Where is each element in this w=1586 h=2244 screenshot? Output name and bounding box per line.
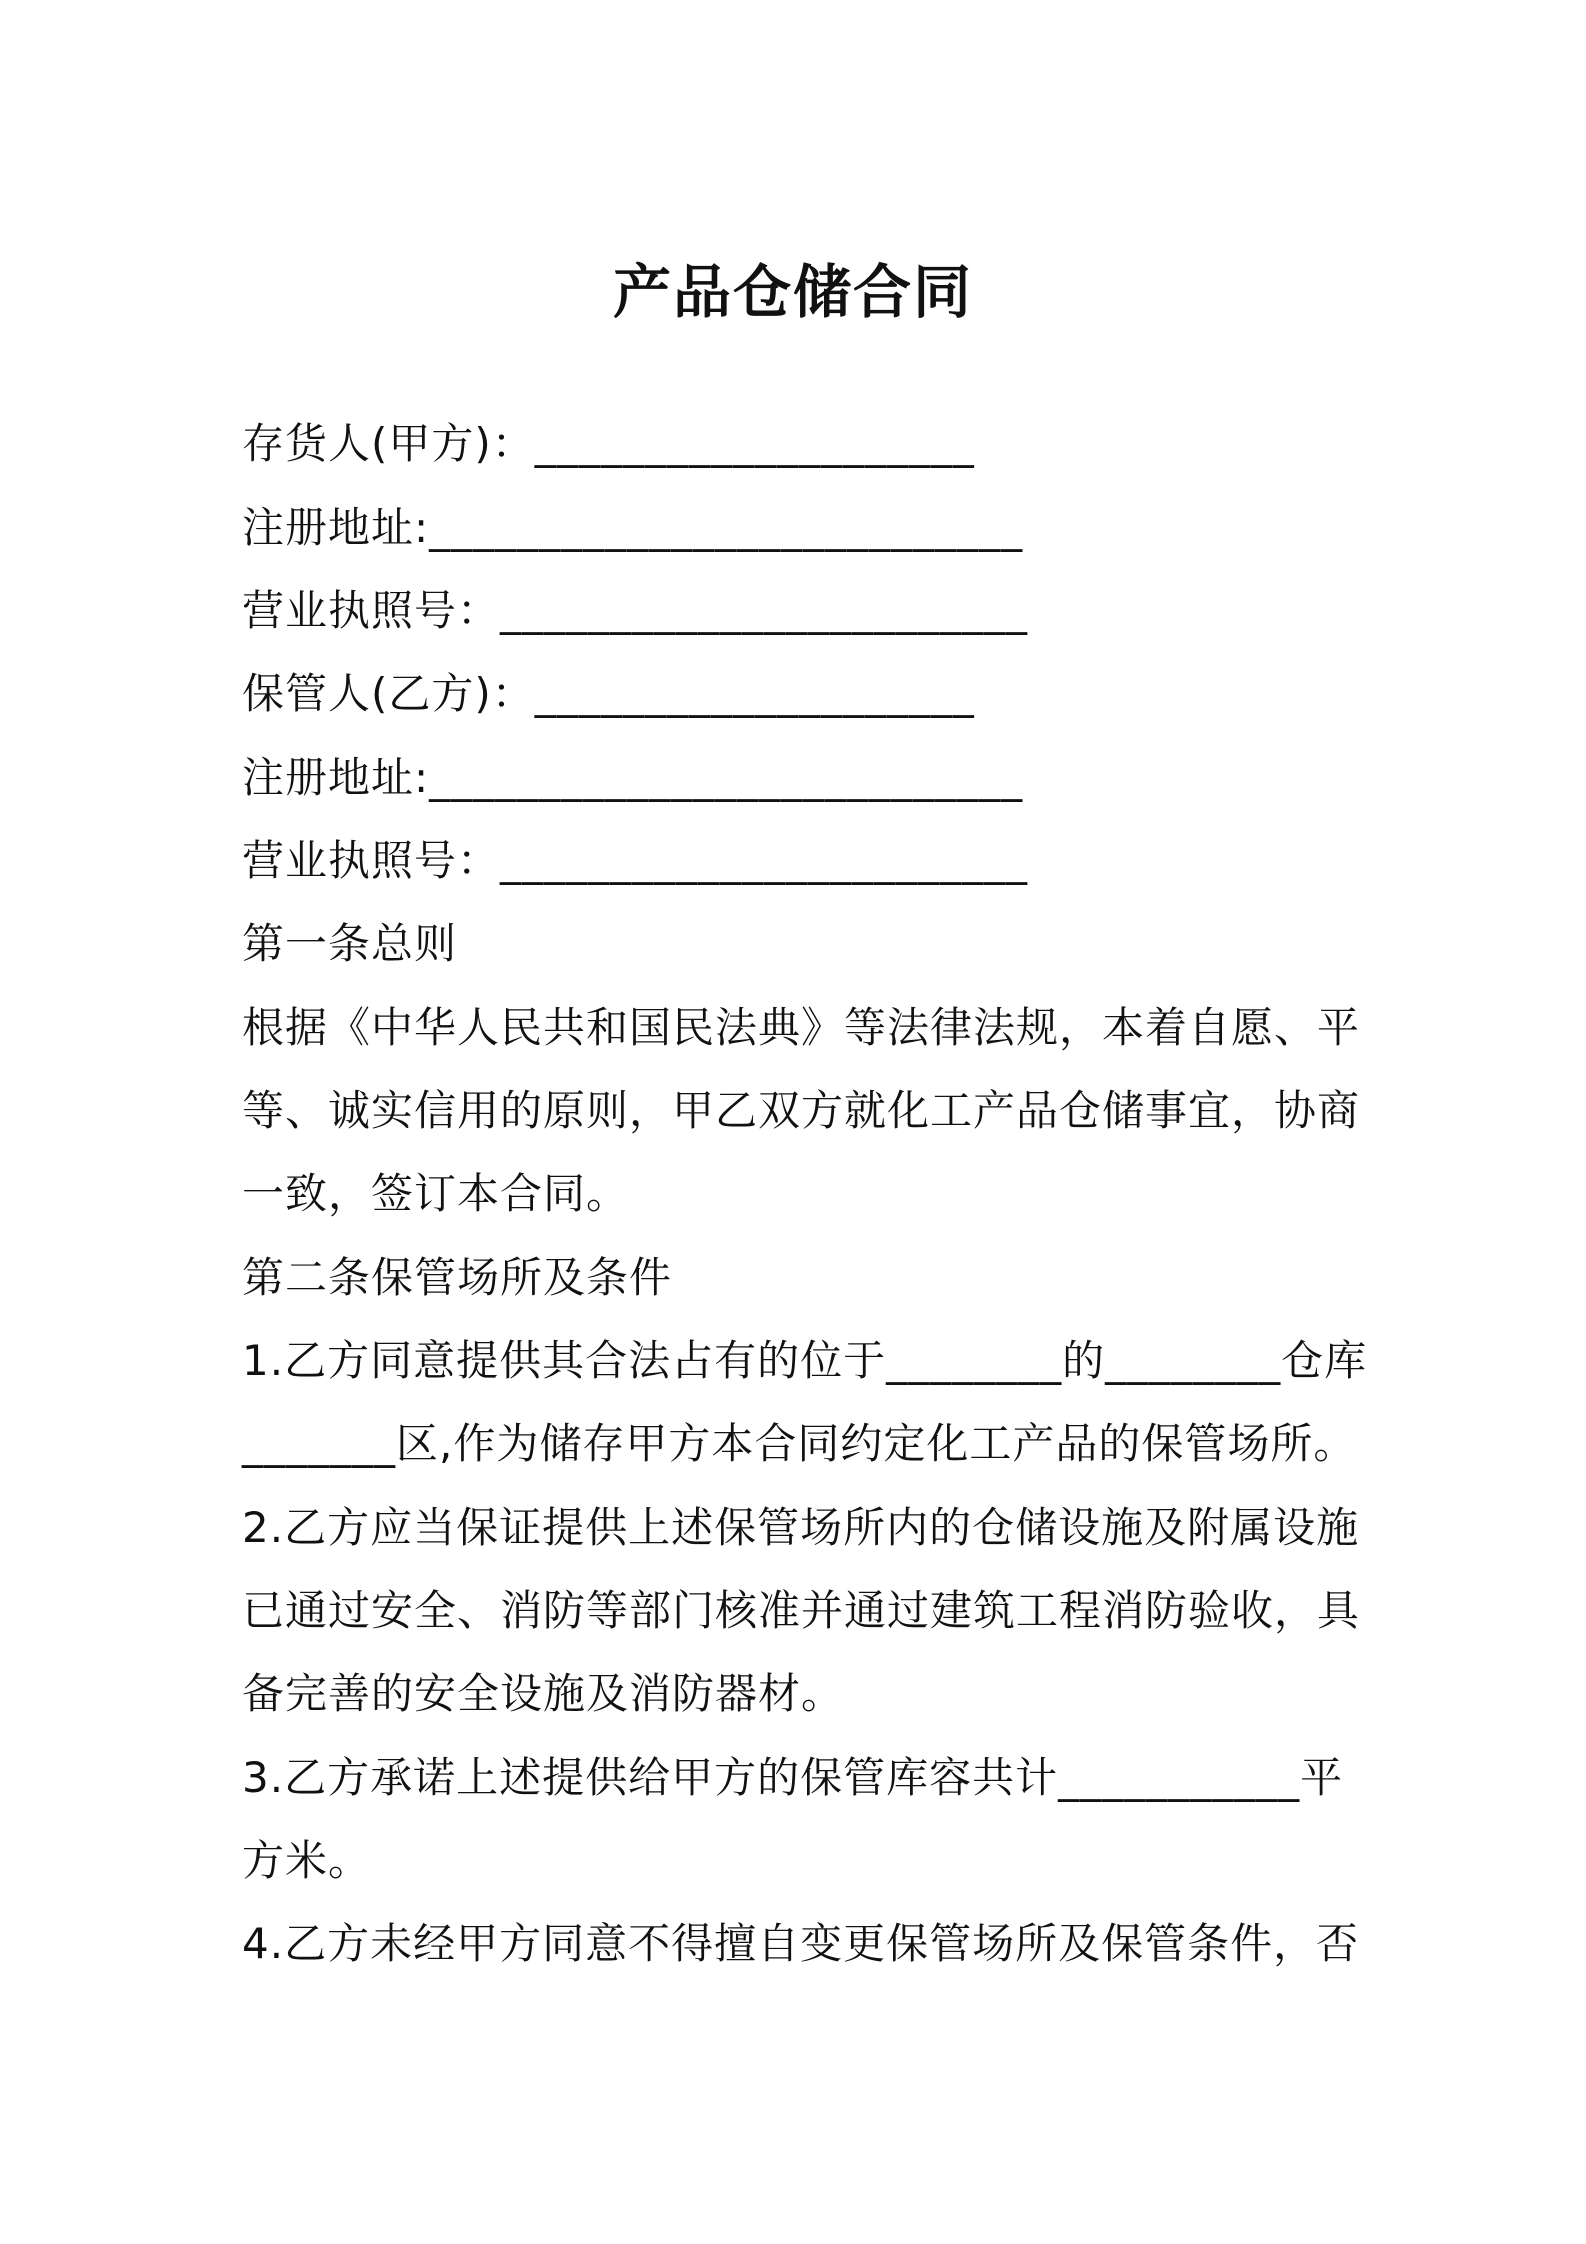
section-2-body-line: 方米。 [242,1836,372,1885]
section-2-body-line: 3.乙方承诺上述提供给甲方的保管库容共计___________平 [242,1753,1344,1802]
party-b-name-line: 保管人(乙方)：____________________ [242,669,975,718]
party-b-license-line: 营业执照号：________________________ [242,836,1029,885]
section-2-body-line: _______区,作为储存甲方本合同约定化工产品的保管场所。 [242,1419,1357,1468]
section-1-body-line: 等、诚实信用的原则，甲乙双方就化工产品仓储事宜，协商 [242,1086,1361,1135]
party-a-name-line: 存货人(甲方)：____________________ [242,419,975,468]
party-a-license-line: 营业执照号：________________________ [242,586,1029,635]
party-a-address-line: 注册地址:___________________________ [242,503,1024,552]
section-1-body-line: 根据《中华人民共和国民法典》等法律法规，本着自愿、平 [242,1003,1361,1052]
document-title: 产品仓储合同 [612,258,973,326]
party-b-address-line: 注册地址:___________________________ [242,753,1024,802]
section-2-body-line: 备完善的安全设施及消防器材。 [242,1669,845,1718]
section-2-body-line: 1.乙方同意提供其合法占有的位于________的________仓库 [242,1336,1368,1385]
section-2-body-line: 2.乙方应当保证提供上述保管场所内的仓储设施及附属设施 [242,1503,1360,1552]
section-1-body-line: 一致，签订本合同。 [242,1169,630,1218]
section-2-body-line: 已通过安全、消防等部门核准并通过建筑工程消防验收，具 [242,1586,1361,1635]
section-2-body-line: 4.乙方未经甲方同意不得擅自变更保管场所及保管条件，否 [242,1919,1360,1968]
section-2-heading: 第二条保管场所及条件 [242,1253,673,1302]
section-1-heading: 第一条总则 [242,919,458,968]
